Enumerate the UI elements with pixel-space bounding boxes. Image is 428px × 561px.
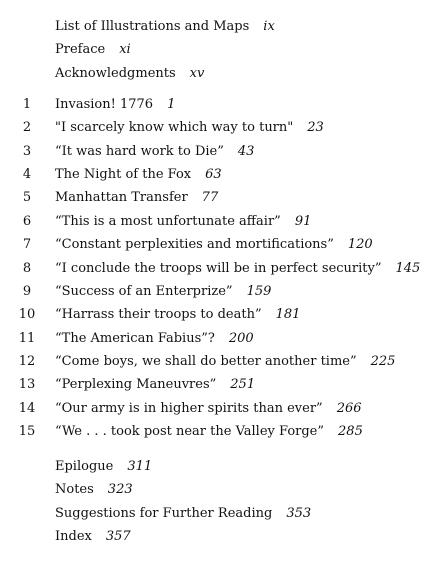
chapter-number: 1 xyxy=(22,97,32,112)
chapter-number: 4 xyxy=(22,167,32,183)
chapter-number: 11 xyxy=(18,330,36,346)
entry-page: 311 xyxy=(127,459,153,474)
chapter-number: 12 xyxy=(18,353,36,369)
chapter-title: “Success of an Enterprize” xyxy=(55,283,233,299)
chapter-number: 14 xyxy=(18,400,36,416)
chapter-entry xyxy=(0,257,428,280)
list-item xyxy=(0,15,428,38)
chapter-entry xyxy=(0,210,428,233)
chapter-entry xyxy=(0,420,428,443)
chapter-entry xyxy=(0,140,428,163)
chapter-entry xyxy=(0,350,428,373)
chapter-entry xyxy=(0,186,428,209)
chapter-page: 23 xyxy=(307,120,324,136)
chapter-list xyxy=(0,93,428,443)
chapter-page: 251 xyxy=(230,377,256,393)
chapter-number: 7 xyxy=(22,237,32,253)
chapter-page: 63 xyxy=(205,167,222,183)
entry-title: Preface xyxy=(55,42,106,58)
entry-page: xi xyxy=(119,42,131,58)
list-item xyxy=(0,62,428,85)
chapter-number: 3 xyxy=(22,143,32,159)
chapter-entry xyxy=(0,280,428,303)
entry-page: 353 xyxy=(286,505,312,521)
entry-title: Acknowledgments xyxy=(55,65,176,81)
chapter-title: Invasion! 1776 xyxy=(55,97,154,112)
chapter-number: 15 xyxy=(18,424,36,440)
chapter-entry xyxy=(0,397,428,420)
chapter-number: 6 xyxy=(22,213,32,229)
chapter-title: The Night of the Fox xyxy=(55,167,192,183)
front-matter-list xyxy=(0,15,428,85)
chapter-number: 2 xyxy=(22,120,32,136)
chapter-title: “Constant perplexities and mortifications” xyxy=(55,237,334,253)
chapter-number: 9 xyxy=(22,283,32,299)
entry-title: Notes xyxy=(55,482,94,498)
chapter-title: “This is a most unfortunate affair” xyxy=(55,213,281,229)
chapter-entry xyxy=(0,327,428,350)
chapter-title: “Harrass their troops to death” xyxy=(55,307,262,323)
chapter-title: “The American Fabius”? xyxy=(55,330,215,346)
entry-title: Index xyxy=(55,528,92,544)
chapter-number: 5 xyxy=(22,190,32,206)
chapter-page: 120 xyxy=(347,237,373,253)
chapter-entry xyxy=(0,116,428,139)
chapter-page: 181 xyxy=(275,307,301,323)
chapter-page: 145 xyxy=(395,260,421,276)
chapter-entry xyxy=(0,373,428,396)
list-item xyxy=(0,502,428,525)
chapter-page: 266 xyxy=(336,400,362,416)
entry-title: Suggestions for Further Reading xyxy=(55,505,273,521)
chapter-page: 1 xyxy=(167,97,176,112)
chapter-page: 225 xyxy=(370,353,396,369)
chapter-title: “I conclude the troops will be in perfect security” xyxy=(55,260,382,276)
chapter-number: 10 xyxy=(18,307,36,323)
chapter-number: 13 xyxy=(18,377,36,393)
entry-page: 323 xyxy=(107,482,133,498)
chapter-title: “It was hard work to Die” xyxy=(55,143,224,159)
chapter-title: “Perplexing Maneuvres” xyxy=(55,377,217,393)
chapter-page: 43 xyxy=(237,143,255,159)
chapter-page: 91 xyxy=(294,213,312,229)
chapter-entry xyxy=(0,93,428,116)
chapter-title: “Come boys, we shall do better another time” xyxy=(55,353,357,369)
chapter-page: 200 xyxy=(228,330,254,346)
chapter-title: “Our army is in higher spirits than ever” xyxy=(55,400,323,416)
chapter-entry xyxy=(0,233,428,256)
entry-page: xv xyxy=(189,65,205,81)
chapter-page: 285 xyxy=(338,424,363,440)
chapter-title: "I scarcely know which way to turn" xyxy=(55,120,294,136)
chapter-page: 77 xyxy=(201,190,219,206)
chapter-number: 8 xyxy=(22,260,32,276)
entry-title: List of Illustrations and Maps xyxy=(55,19,250,34)
chapter-title: “We . . . took post near the Valley Forge” xyxy=(55,424,325,440)
chapter-entry xyxy=(0,303,428,326)
entry-title: Epilogue xyxy=(55,459,114,474)
back-matter-list xyxy=(0,455,428,548)
list-item xyxy=(0,455,428,478)
entry-page: 357 xyxy=(105,528,131,544)
chapter-title: Manhattan Transfer xyxy=(55,190,188,206)
chapter-page: 159 xyxy=(246,283,272,299)
list-item xyxy=(0,478,428,501)
list-item xyxy=(0,525,428,548)
list-item xyxy=(0,38,428,61)
chapter-entry xyxy=(0,163,428,186)
entry-page: ix xyxy=(263,19,275,34)
